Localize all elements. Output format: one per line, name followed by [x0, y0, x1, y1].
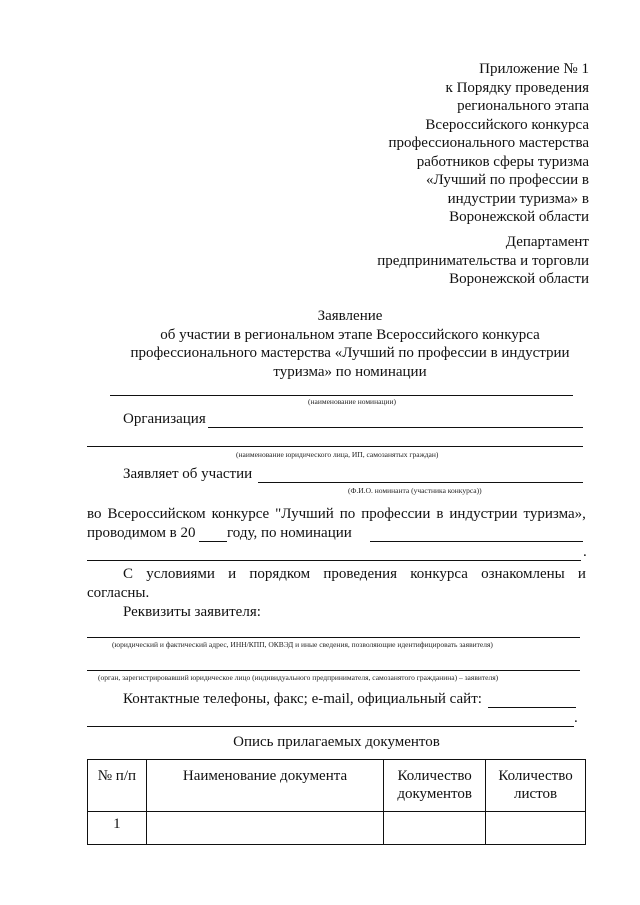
- contacts-field[interactable]: [488, 707, 576, 708]
- table-header-row: [88, 760, 586, 812]
- conditions-sentence: [123, 566, 586, 583]
- contest-word: Всероссийском: [107, 506, 206, 522]
- contest-word: профессии: [361, 506, 431, 522]
- inventory-title: Опись прилагаемых документов: [233, 734, 440, 750]
- held-suffix: году, по номинации: [227, 525, 352, 541]
- document-title: [80, 307, 620, 381]
- appendix-line: регионального этапа: [457, 98, 589, 114]
- appendix-block: [330, 60, 589, 227]
- appendix-line: Приложение № 1: [479, 61, 589, 77]
- column-header: Количество листов: [486, 760, 586, 812]
- appendix-line: Воронежской области: [449, 209, 589, 225]
- contest-sentence: [87, 506, 586, 523]
- contest-word: во: [87, 506, 102, 522]
- contacts-field-2[interactable]: [87, 726, 574, 727]
- appendix-line: индустрии туризма» в: [447, 190, 589, 207]
- requisites-field[interactable]: [87, 637, 580, 638]
- agreed-text: согласны.: [87, 585, 150, 601]
- appendix-line: работников сферы туризма: [416, 153, 589, 170]
- table-cell[interactable]: [146, 812, 383, 845]
- contest-word: туризма»,: [523, 506, 586, 522]
- contacts-label: Контактные телефоны, факс; e-mail, официальный сайт:: [123, 691, 482, 707]
- contest-word: "Лучший: [275, 506, 334, 522]
- addressee-line: Воронежской области: [449, 271, 589, 287]
- conditions-word: конкурса: [410, 566, 468, 582]
- organization-field-2[interactable]: [87, 446, 583, 447]
- conditions-word: порядком: [249, 566, 311, 582]
- column-header: Наименование документа: [146, 760, 383, 812]
- held-nomination-field-2[interactable]: [87, 560, 581, 561]
- appendix-line: Всероссийского конкурса: [425, 116, 589, 133]
- nomination-field[interactable]: [110, 395, 573, 396]
- organization-field[interactable]: [208, 427, 583, 428]
- contacts-period: .: [574, 710, 578, 726]
- registration-field[interactable]: [87, 670, 580, 671]
- conditions-word: условиями: [146, 566, 215, 582]
- nomination-caption: (наименование номинации): [308, 397, 396, 406]
- addressee-block: [330, 233, 589, 289]
- addressee-line: предпринимательства и торговли: [377, 252, 589, 269]
- organization-label: Организация: [123, 411, 206, 427]
- addressee-line: Департамент: [505, 234, 589, 250]
- held-period: .: [583, 544, 587, 560]
- contest-word: в: [436, 506, 444, 522]
- table-cell[interactable]: [384, 812, 486, 845]
- inventory-table: [87, 759, 586, 845]
- title-line: об участии в региональном этапе Всероссийского конкурса: [160, 326, 540, 343]
- column-header: Количество документов: [384, 760, 486, 812]
- table-row: [88, 812, 586, 845]
- title-line: профессионального мастерства «Лучший по профессии в индустрии: [130, 345, 570, 361]
- requisites-label: Реквизиты заявителя:: [123, 604, 261, 620]
- held-nomination-field[interactable]: [370, 541, 583, 542]
- organization-caption: (наименование юридического лица, ИП, самозанятых граждан): [236, 450, 439, 459]
- year-field[interactable]: [199, 541, 227, 542]
- appendix-line: профессионального мастерства: [388, 135, 589, 151]
- conditions-word: и: [577, 566, 586, 582]
- title-line: Заявление: [317, 308, 383, 324]
- contest-word: индустрии: [449, 506, 518, 522]
- contest-word: конкурсе: [211, 506, 270, 522]
- table-cell[interactable]: [486, 812, 586, 845]
- nominee-field[interactable]: [258, 482, 583, 483]
- conditions-word: проведения: [323, 566, 398, 582]
- conditions-word: С: [123, 566, 134, 582]
- legal-info-caption: (юридический и фактический адрес, ИНН/КПП, ОКВЭД и иные сведения, позволяющие идентифицировать заявителя): [112, 640, 493, 649]
- applies-label: Заявляет об участии: [123, 466, 253, 482]
- contest-word: по: [339, 506, 356, 522]
- nominee-caption: (Ф.И.О. номинанта (участника конкурса)): [348, 486, 482, 495]
- signatory-caption: (орган, зарегистрировавший юридическое лицо (индивидуального предпринимателя, самозанятого гражданина) – заявителя): [98, 673, 499, 682]
- appendix-line: «Лучший по профессии в: [426, 172, 589, 188]
- held-prefix: проводимом в 20: [87, 525, 196, 541]
- title-line: туризма» по номинации: [273, 363, 427, 380]
- conditions-word: и: [228, 566, 237, 582]
- column-header: № п/п: [88, 760, 147, 812]
- conditions-word: ознакомлены: [481, 566, 565, 582]
- table-cell: 1: [88, 812, 147, 845]
- appendix-line: к Порядку проведения: [445, 79, 589, 96]
